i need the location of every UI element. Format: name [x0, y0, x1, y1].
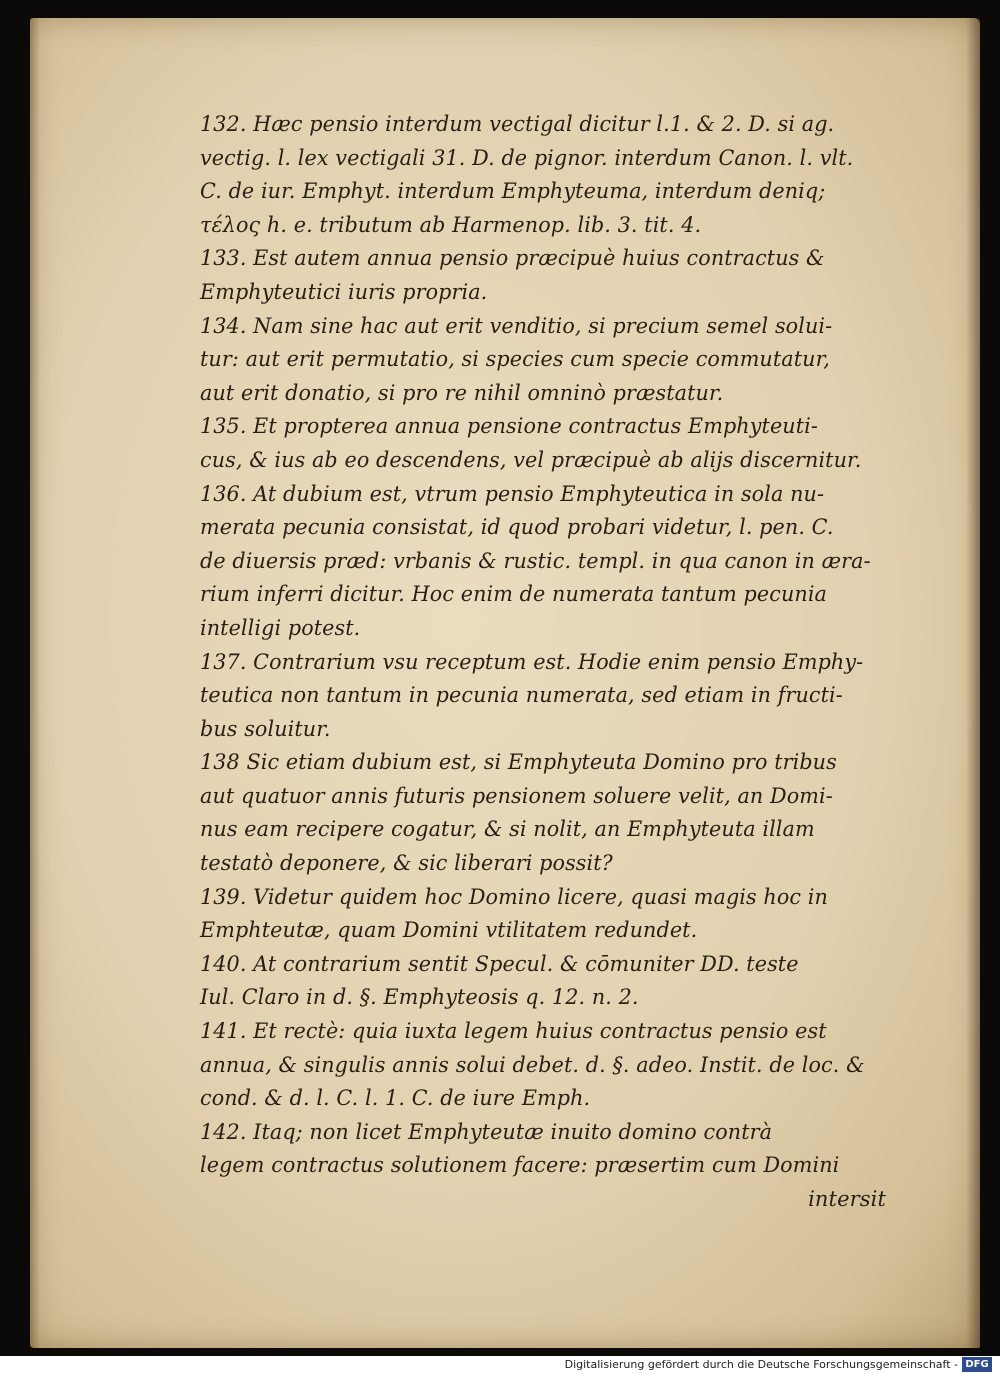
text-line: 132. Hæc pensio interdum vectigal dicitur l.1. & 2. D. si ag.: [200, 112, 835, 136]
text-line: 138 Sic etiam dubium est, si Emphyteuta Domino pro tribus: [200, 750, 837, 775]
text-line: Emphyteutici iuris propria.: [200, 279, 488, 304]
paragraph: [200, 310, 910, 411]
text-line: testatò deponere, & sic liberari possit?: [200, 851, 613, 876]
text-line: cus, & ius ab eo descendens, vel præcipuè ab alijs discernitur.: [200, 447, 862, 472]
text-line: nus eam recipere cogatur, & si nolit, an Emphyteuta illam: [200, 817, 815, 842]
text-line: legem contractus solutionem facere: præsertim cum Domini: [200, 1153, 840, 1178]
text-line: 137. Contrarium vsu receptum est. Hodie enim pensio Emphy-: [200, 649, 864, 674]
text-line: annua, & singulis annis solui debet. d. §. adeo. Instit. de loc. &: [200, 1052, 865, 1077]
text-line: aut erit donatio, si pro re nihil omninò præstatur.: [200, 380, 724, 405]
paragraph: [200, 881, 910, 948]
paragraph: [200, 948, 910, 1015]
text-line: 139. Videtur quidem hoc Domino licere, quasi magis hoc in: [200, 884, 828, 909]
page-edge-shadow: [966, 18, 980, 1348]
text-line: Emphteutæ, quam Domini vtilitatem redundet.: [200, 918, 698, 943]
text-line: de diuersis præd: vrbanis & rustic. templ. in qua canon in æra-: [200, 548, 871, 573]
text-line: 141. Et rectè: quia iuxta legem huius contractus pensio est: [200, 1019, 827, 1044]
text-line: teutica non tantum in pecunia numerata, sed etiam in fructi-: [200, 683, 843, 708]
page-gutter-shadow: [30, 18, 40, 1348]
text-line: merata pecunia consistat, id quod probari videtur, l. pen. C.: [200, 515, 834, 540]
text-line: tur: aut erit permutatio, si species cum specie commutatur,: [200, 347, 830, 372]
paragraph: [200, 1015, 910, 1116]
paragraph: [200, 108, 910, 242]
text-line: intelligi potest.: [200, 615, 361, 640]
text-line: 136. At dubium est, vtrum pensio Emphyteutica in sola nu-: [200, 481, 825, 506]
footer-bar: [0, 1356, 1000, 1374]
paragraph: [200, 746, 910, 880]
text-line: 135. Et propterea annua pensione contractus Emphyteuti-: [200, 414, 818, 439]
page-text: [200, 108, 910, 1217]
text-line: C. de iur. Emphyt. interdum Emphyteuma, interdum deniq;: [200, 179, 826, 204]
text-line: cond. & d. l. C. l. 1. C. de iure Emph.: [200, 1086, 591, 1111]
dfg-logo: DFG: [962, 1357, 992, 1372]
text-line: 134. Nam sine hac aut erit venditio, si precium semel solui-: [200, 313, 833, 338]
catchword: intersit: [808, 1187, 886, 1211]
text-line: 133. Est autem annua pensio præcipuè huius contractus &: [200, 246, 825, 271]
paragraph: [200, 478, 910, 646]
text-line: rium inferri dicitur. Hoc enim de numerata tantum pecunia: [200, 582, 828, 607]
text-line: Iul. Claro in d. §. Emphyteosis q. 12. n. 2.: [200, 985, 639, 1010]
text-line: vectig. l. lex vectigali 31. D. de pignor. interdum Canon. l. vlt.: [200, 145, 854, 170]
text-line: 142. Itaq; non licet Emphyteutæ inuito domino contrà: [200, 1119, 773, 1144]
paragraph: [200, 410, 910, 477]
text-line: bus soluitur.: [200, 716, 331, 741]
text-line: τέλος h. e. tributum ab Harmenop. lib. 3. tit. 4.: [200, 212, 702, 237]
text-line: 140. At contrarium sentit Specul. & cōmuniter DD. teste: [200, 951, 799, 976]
text-line: aut quatuor annis futuris pensionem soluere velit, an Domi-: [200, 783, 833, 808]
paragraph: [200, 646, 910, 747]
paragraph: [200, 1116, 910, 1183]
footer-credit: Digitalisierung gefördert durch die Deutsche Forschungsgemeinschaft -: [564, 1358, 958, 1371]
paragraph: [200, 242, 910, 309]
